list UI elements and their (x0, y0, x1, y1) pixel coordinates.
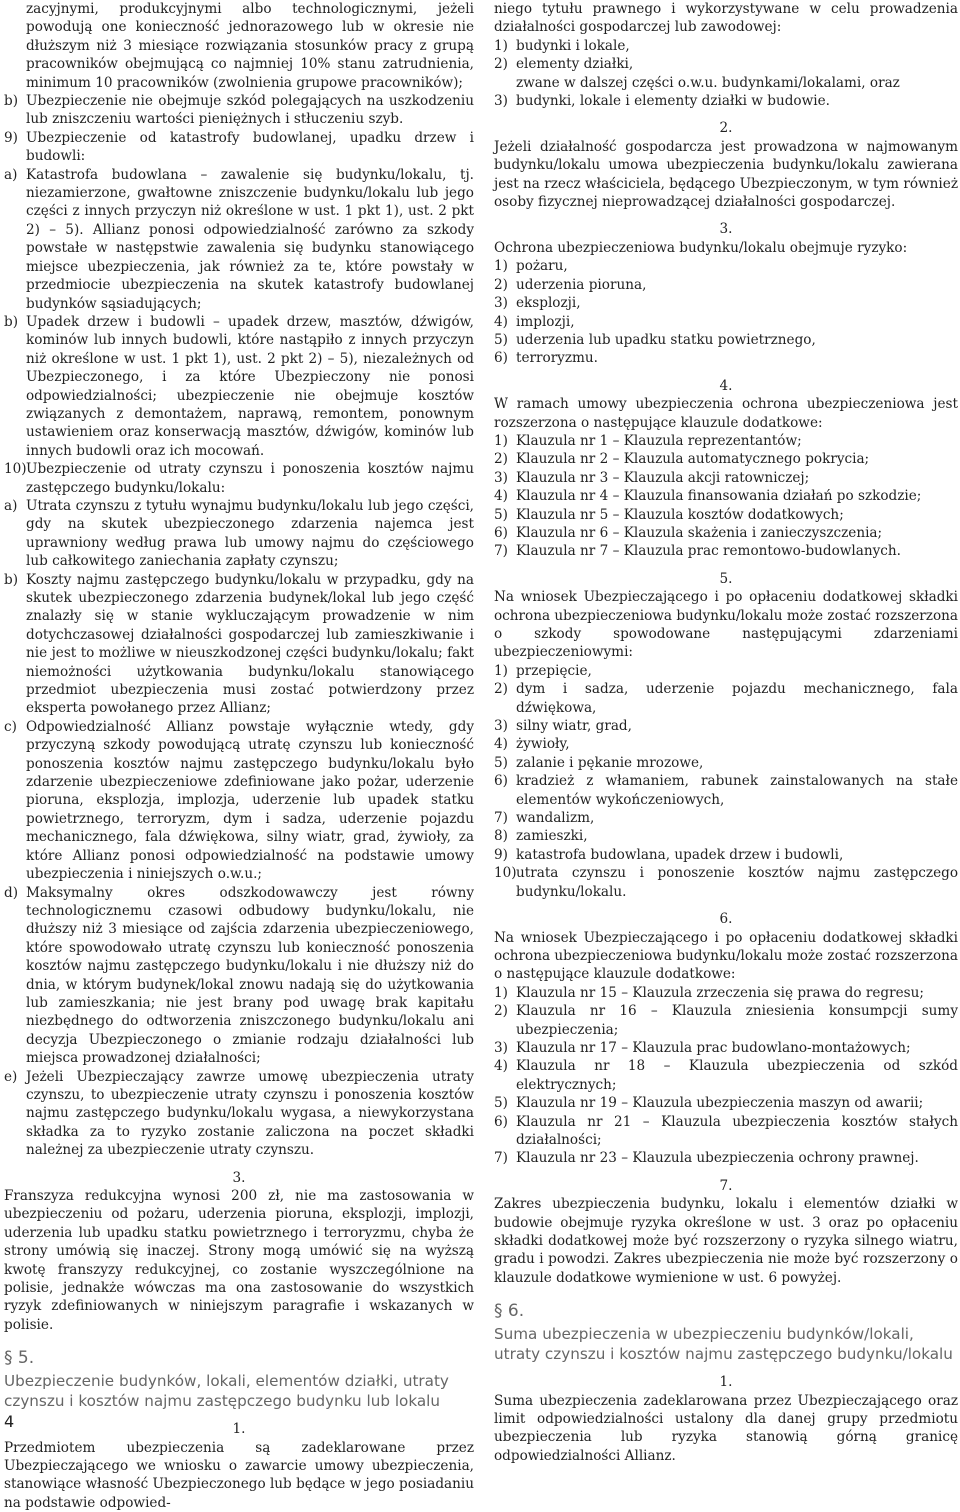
list-item: 6) terroryzmu. (494, 350, 598, 367)
list-item: b) Upadek drzew i budowli – upadek drzew, masztów, dźwigów, kominów lub innych budowli, które nastąpiło z innych przyczyn niż określone w ust. 1 pkt 1), ust. 2 pkt 2) – 5), niezależnych od Ubezpieczonego, i za które Ubezpieczony nie ponosi odpowiedzialności; ubezpieczenie nie obejmuje kosztów związanych z demontażem, naprawą, remontem, ponownym ustawieniem oraz konserwacją masztów, dźwigów, kominów lub innych budowli oraz ich mocowań. (4, 313, 474, 459)
list-item: 4) żywioły, (494, 736, 570, 753)
list-item: d) Maksymalny okres odszkodowawczy jest równy technologicznemu czasowi odbudowy budynku/lokalu, nie dłuższy niż 3 miesiące od zajścia zdarzenia ubezpieczeniowego, które spowodowało utratę czynszu lub konieczność ponoszenia kosztów najmu zastępczego budynku/lokalu i nie dłuższy niż do dnia, w którym budynek/lokal znowu nadają się do użytkowania lub zamieszkania; nie jest brany pod uwagę brak kapitału niezbędnego do odtworzenia zniszczonego budynku/lokalu ani decyzja Ubezpieczonego o zmianie rodzaju działalności lub miejsca prowadzonej działalności; (4, 884, 474, 1067)
list-item: b) Koszty najmu zastępczego budynku/lokalu w przypadku, gdy na skutek ubezpieczonego zdarzenia budynek/lokal lub jego część znalazły się w stanie wykluczającym prowadzenie w nim dotychczasowej działalności gospodarczej lub zamieszkiwanie i nie jest to możliwe w nieuszkodzonej części budynku/lokalu; fakt niemożności użytkowania budynku/lokalu stanowiącego przedmiot ubezpieczenia musi zostać potwierdzony przez eksperta powołanego przez Allianz; (4, 571, 474, 717)
list-item: 3) Klauzula nr 17 – Klauzula prac budowlano-montażowych; (494, 1039, 911, 1056)
left-column (4, 0, 474, 1512)
list-item: 8) zamieszki, (494, 828, 588, 845)
list-item: 7) wandalizm, (494, 810, 595, 827)
list-item: 4) Klauzula nr 4 – Klauzula finansowania działań po szkodzie; (494, 488, 922, 505)
paragraph: Suma ubezpieczenia zadeklarowana przez Ubezpieczającego oraz limit odpowiedzialności ustalony dla danej grupy przedmiotu ubezpieczenia lub ryzyka stanowią górną granicę odpowiedzialności Allianz. (494, 1392, 958, 1464)
paragraph-number: 2. (719, 120, 733, 137)
list-item: 7) Klauzula nr 23 – Klauzula ubezpieczenia ochrony prawnej. (494, 1150, 919, 1167)
list-item: 3) eksplozji, (494, 295, 581, 312)
list-item: 5) zalanie i pękanie mrozowe, (494, 754, 704, 771)
list-item: 1) przepięcie, (494, 662, 592, 679)
paragraph: Ochrona ubezpieczeniowa budynku/lokalu obejmuje ryzyko: (494, 239, 908, 256)
list-item: a) Utrata czynszu z tytułu wynajmu budynku/lokalu lub jego części, gdy na skutek ubezpieczonego zdarzenia najemca jest uprawniony według prawa lub umowy najmu do częściowego lub całkowitego zaniechania zapłaty czynszu; (4, 497, 474, 570)
list-item: 5) Klauzula nr 5 – Klauzula kosztów dodatkowych; (494, 506, 844, 523)
paragraph: niego tytułu prawnego i wykorzystywane w celu prowadzenia działalności gospodarczej lub zawodowej: (494, 1, 958, 36)
list-item: 3) budynki, lokale i elementy działki w budowie. (494, 93, 830, 110)
list-item: 9) katastrofa budowlana, upadek drzew i budowli, (494, 846, 844, 863)
list-item: c) Odpowiedzialność Allianz powstaje wyłącznie wtedy, gdy przyczyną szkody powodującą utratę czynszu lub konieczność ponoszenia kosztów najmu zastępczego budynku/lokalu było zdarzenie ubezpieczeniowe zdefiniowane jako pożar, uderzenie pioruna, eksplozja, implozja, uderzenie lub upadek statku powietrznego, terroryzm, dym i sadza, uderzenie pojazdu mechanicznego, fala dźwiękowa, silny wiatr, grad, żywioły, za które Allianz ponosi odpowiedzialność na podstawie umowy ubezpieczenia i niniejszych o.w.u.; (4, 718, 474, 883)
paragraph: Na wniosek Ubezpieczającego i po opłaceniu dodatkowej składki ochrona ubezpieczeniowa budynku/lokalu może zostać rozszerzona o następujące klauzule dodatkowe: (494, 929, 958, 983)
paragraph: Przedmiotem ubezpieczenia są zadeklarowane przez Ubezpieczającego we wniosku o zawarcie umowy ubezpieczenia, stanowiące własność Ubezpieczonego lub będące w jego posiadaniu na podstawie odpowied- (4, 1439, 475, 1511)
section-title: Suma ubezpieczenia w ubezpieczeniu budynków/lokali, utraty czynszu i kosztów najmu zastępczego budynku/lokalu (494, 1325, 953, 1363)
list-note: zwane w dalszej części o.w.u. budynkami/lokalami, oraz (516, 74, 900, 91)
paragraph-number: 6. (719, 911, 733, 928)
list-item: 6) kradzież z włamaniem, rabunek zainstalowanych na stałe elementów wykończeniowych, (494, 773, 958, 808)
list-item: 3) silny wiatr, grad, (494, 718, 632, 735)
paragraph-number: 7. (719, 1177, 733, 1194)
list-item: b) Ubezpieczenie nie obejmuje szkód polegających na uszkodzeniu lub zniszczeniu wartości pieniężnych i stłuczeniu szyb. (4, 93, 474, 128)
paragraph: Na wniosek Ubezpieczającego i po opłaceniu dodatkowej składki ochrona ubezpieczeniowa budynku/lokalu może zostać rozszerzona o szkody spowodowane następującymi zdarzeniami ubezpieczeniowymi: (494, 589, 958, 661)
paragraph: W ramach umowy ubezpieczenia ochrona ubezpieczeniowa jest rozszerzona o następujące klauzule dodatkowe: (494, 396, 958, 431)
list-item: 7) Klauzula nr 7 – Klauzula prac remontowo-budowlanych. (494, 543, 901, 560)
list-item: 2) uderzenia pioruna, (494, 276, 647, 293)
list-item: 6) Klauzula nr 6 – Klauzula skażenia i zanieczyszczenia; (494, 524, 883, 541)
list-item: 3) Klauzula nr 3 – Klauzula akcji ratowniczej; (494, 469, 810, 486)
paragraph: Zakres ubezpieczenia budynku, lokalu i elementów działki w budowie obejmuje ryzyka określone w ust. 3 oraz po opłaceniu składki dodatkowej może być rozszerzony o ryzyka silnego wiatru, gradu i powodzi. Zakres ubezpieczenia nie może być rozszerzony o klauzule dodatkowe wymienione w ust. 6 powyżej. (494, 1196, 958, 1286)
page-number: 4 (4, 1412, 15, 1431)
list-item: 6) Klauzula nr 21 – Klauzula ubezpieczenia kosztów stałych działalności; (494, 1113, 958, 1148)
list-item: 1) pożaru, (494, 258, 568, 275)
list-item: 5) uderzenia lub upadku statku powietrznego, (494, 331, 816, 348)
list-item: 4) implozji, (494, 313, 575, 330)
list-item: 2) Klauzula nr 16 – Klauzula zniesienia konsumpcji sumy ubezpieczenia; (494, 1003, 958, 1038)
list-item: 10) Ubezpieczenie od utraty czynszu i ponoszenia kosztów najmu zastępczego budynku/lokalu: (4, 461, 474, 496)
section-heading: § 5. Ubezpieczenie budynków, lokali, elementów działki, utraty czynszu i kosztów najmu zastępczego budynku lub lokalu (4, 1348, 474, 1411)
paragraph-number: 3. (719, 221, 733, 238)
list-item: 9) Ubezpieczenie od katastrofy budowlanej, upadku drzew i budowli: (4, 129, 474, 165)
paragraph-number: 1. (232, 1421, 246, 1438)
item-a-continuation: zacyjnymi, produkcyjnymi albo technologicznymi, jeżeli powodują one konieczność jednorazowego lub w okresie nie dłuższym niż 3 miesiące rozwiązania stosunków pracy z grupą pracowników obejmującą co najmniej 10% stanu zatrudnienia, minimum 10 pracowników (zwolnienia grupowe pracowników); (26, 1, 474, 91)
section-heading: § 6. Suma ubezpieczenia w ubezpieczeniu budynków/lokali, utraty czynszu i kosztów najmu zastępczego budynku/lokalu (494, 1301, 958, 1364)
list-item: a) Katastrofa budowlana – zawalenie się budynku/lokalu, tj. niezamierzone, gwałtowne zniszczenie budynku/lokalu lub jego części z innych przyczyn niż określone w ust. 1 pkt 1), ust. 2 pkt 2) – 5). Allianz ponosi odpowiedzialność zarówno za szkody powstałe w następstwie zawalenia się budynku stanowiącego miejsce ubezpieczenia, jak również za te, które powstały w przedmiocie ubezpieczenia na skutek katastrofy budowlanej budynków sąsiadujących; (4, 166, 474, 312)
list-item: 1) Klauzula nr 1 – Klauzula reprezentantów; (494, 432, 802, 449)
paragraph: Jeżeli działalność gospodarcza jest prowadzona w najmowanym budynku/lokalu umowa ubezpieczenia budynku/lokalu zawierana jest na rzecz właściciela, będącego Ubezpieczonym, w tym również osoby fizycznej nieprowadzącej działalności gospodarczej. (494, 138, 958, 211)
right-column (494, 0, 958, 1465)
paragraph-number: 1. (719, 1374, 733, 1391)
list-item: 5) Klauzula nr 19 – Klauzula ubezpieczenia maszyn od awarii; (494, 1095, 924, 1112)
section-title: Ubezpieczenie budynków, lokali, elementów działki, utraty czynszu i kosztów najmu zastępczego budynku lub lokalu (4, 1372, 449, 1410)
list-item: 1) Klauzula nr 15 – Klauzula zrzeczenia się prawa do regresu; (494, 984, 924, 1001)
list-item: 2) elementy działki, (494, 56, 634, 73)
list-item: e) Jeżeli Ubezpieczający zawrze umowę ubezpieczenia utraty czynszu, to ubezpieczenie utraty czynszu i ponoszenia kosztów najmu zastępczego budynku/lokalu wygasa, a niewykorzystana składka za to ryzyko zostanie zaliczona na poczet składki należnej za ubezpieczenie utraty czynszu. (4, 1068, 474, 1159)
list-item: 1) budynki i lokale, (494, 37, 630, 54)
paragraph-number: 3. (232, 1169, 246, 1186)
paragraph: Franszyza redukcyjna wynosi 200 zł, nie ma zastosowania w ubezpieczeniu od pożaru, uderzenia pioruna, eksplozji, implozji, uderzenia lub upadku statku powietrznego i terroryzmu, chyba że strony umówią się inaczej. Strony mogą umówić się na wyższą kwotę franszyzy redukcyjnej, co zostanie wyszczególnione na polisie, jednakże wówczas ma ona zastosowanie do wszystkich ryzyk zdefiniowanych w niniejszym paragrafie i wskazanych w polisie. (4, 1188, 474, 1333)
list-item: 4) Klauzula nr 18 – Klauzula ubezpieczenia od szkód elektrycznych; (494, 1058, 958, 1093)
list-item: 2) dym i sadza, uderzenie pojazdu mechanicznego, fala dźwiękowa, (494, 681, 958, 716)
list-item: 2) Klauzula nr 2 – Klauzula automatycznego pokrycia; (494, 451, 870, 468)
paragraph-number: 4. (719, 377, 733, 394)
paragraph-number: 5. (719, 570, 733, 587)
list-item: 10) utrata czynszu i ponoszenie kosztów najmu zastępczego budynku/lokalu. (494, 865, 958, 900)
